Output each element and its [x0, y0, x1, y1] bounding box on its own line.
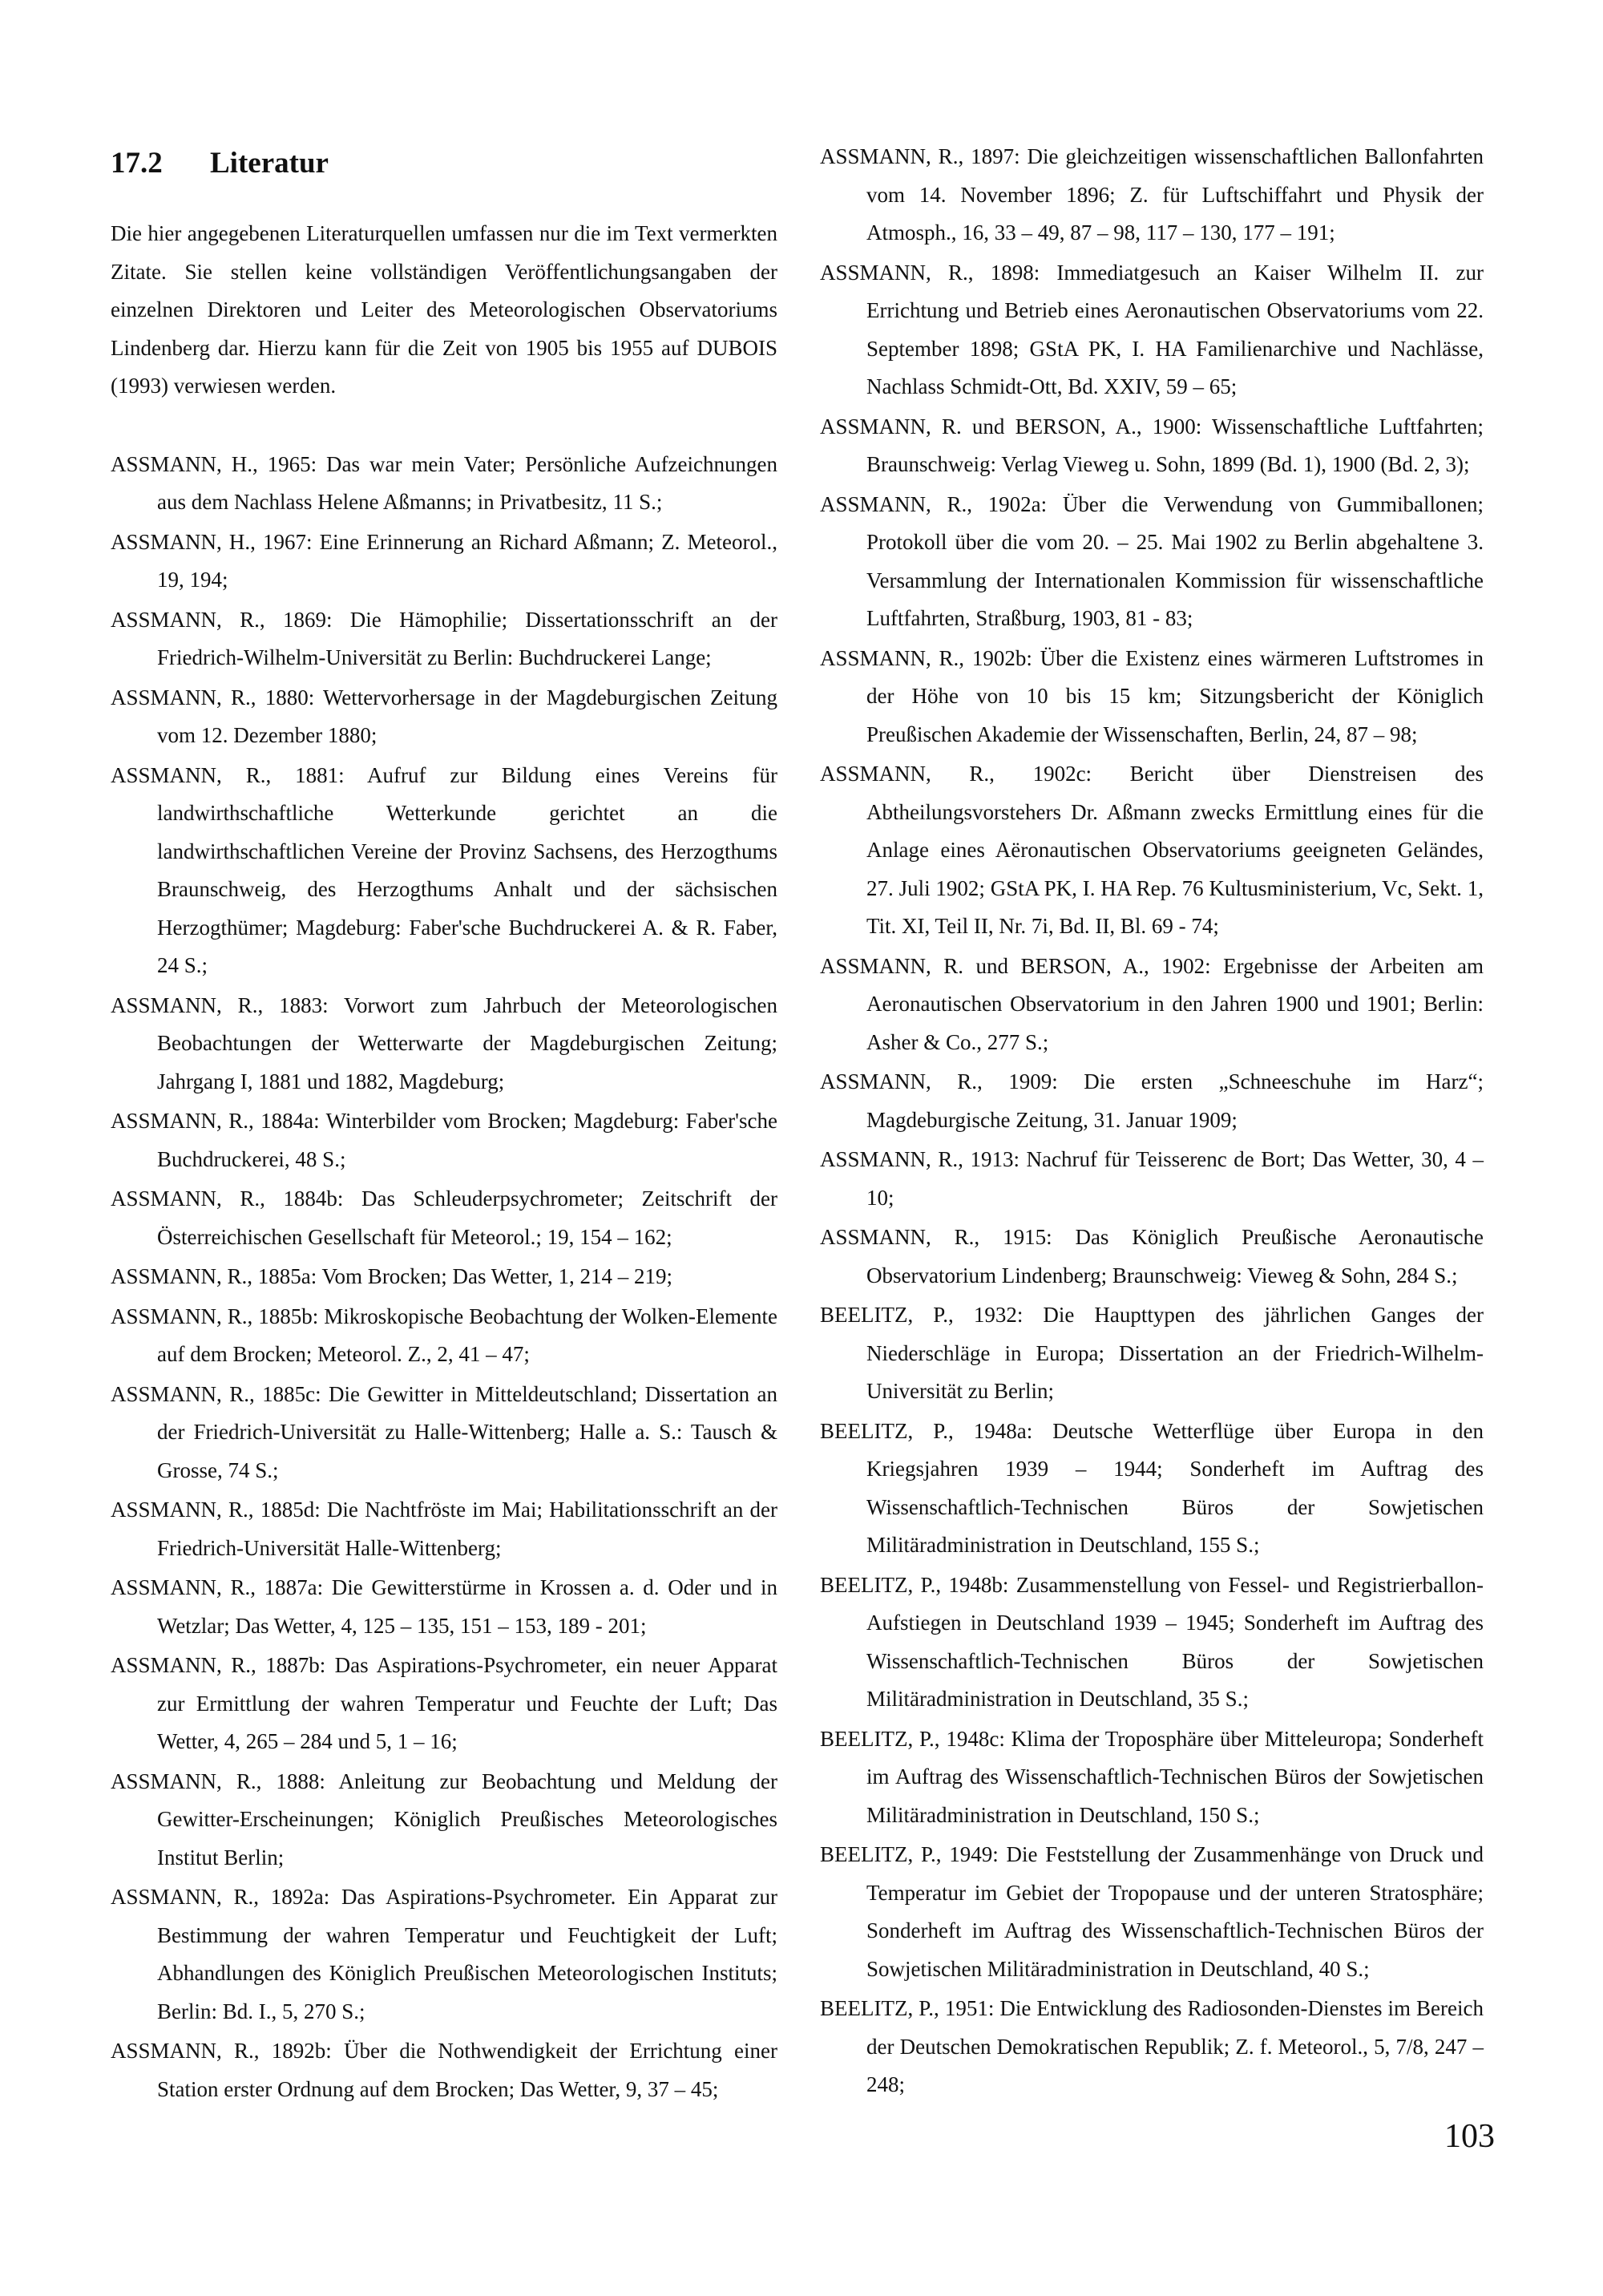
reference-entry: BEELITZ, P., 1951: Die Entwicklung des Radiosonden-Dienstes im Bereich der Deutschen Demokratischen Republik; Z. f. Meteorol., 5, 7/8, 247 – 248;	[820, 1996, 1484, 2096]
reference-entry: ASSMANN, R., 1915: Das Königlich Preußische Aeronautische Observatorium Lindenberg; Braunschweig: Vieweg & Sohn, 284 S.;	[820, 1225, 1484, 1287]
reference-entry: BEELITZ, P., 1932: Die Haupttypen des jährlichen Ganges der Niederschläge in Europa; Dissertation an der Friedrich-Wilhelm-Universität zu Berlin;	[820, 1303, 1484, 1403]
reference-entry: ASSMANN, R., 1885b: Mikroskopische Beobachtung der Wolken-Elemente auf dem Brocken; Meteorol. Z., 2, 41 – 47;	[111, 1304, 777, 1366]
reference-entry: ASSMANN, R., 1883: Vorwort zum Jahrbuch der Meteorologischen Beobachtungen der Wetterwarte der Magdeburgischen Zeitung; Jahrgang I, 1881 und 1882, Magdeburg;	[111, 992, 777, 1093]
section-heading	[111, 146, 777, 181]
reference-entry: ASSMANN, R., 1913: Nachruf für Teisserenc de Bort; Das Wetter, 30, 4 – 10;	[820, 1147, 1484, 1210]
reference-entry: ASSMANN, R., 1880: Wettervorhersage in der Magdeburgischen Zeitung vom 12. Dezember 1880;	[111, 685, 777, 747]
reference-entry: ASSMANN, R., 1884b: Das Schleuderpsychrometer; Zeitschrift der Österreichischen Gesellschaft für Meteorol.; 19, 154 – 162;	[111, 1186, 777, 1249]
reference-list-left	[111, 446, 777, 2109]
reference-entry: ASSMANN, R., 1909: Die ersten „Schneeschuhe im Harz“; Magdeburgische Zeitung, 31. Januar 1909;	[820, 1069, 1484, 1132]
reference-entry: BEELITZ, P., 1949: Die Feststellung der Zusammenhänge von Druck und Temperatur im Gebiet der Tropopause und der unteren Stratosphäre; Sonderheft im Auftrag des Wissenschaftlich-Technischen Büros der Sowjetischen Militäradministration in Deutschland, 40 S.;	[820, 1842, 1484, 1981]
intro-paragraph: Die hier angegebenen Literaturquellen umfassen nur die im Text vermerkten Zitate. Sie stellen keine vollständigen Veröffentlichungsangaben der einzelnen Direktoren und Leiter des Meteorologischen Observatoriums Lindenberg dar. Hierzu kann für die Zeit von 1905 bis 1955 auf DUBOIS (1993) verwiesen werden.	[111, 221, 777, 398]
reference-entry: ASSMANN, R. und BERSON, A., 1902: Ergebnisse der Arbeiten am Aeronautischen Observatorium in den Jahren 1900 und 1901; Berlin: Asher & Co., 277 S.;	[820, 953, 1484, 1054]
page-number: 103	[1444, 2118, 1495, 2155]
reference-entry: ASSMANN, R., 1887b: Das Aspirations-Psychrometer, ein neuer Apparat zur Ermittlung der wahren Temperatur und Feuchte der Luft; Das Wetter, 4, 265 – 284 und 5, 1 – 16;	[111, 1653, 777, 1753]
reference-entry: ASSMANN, R., 1902c: Bericht über Dienstreisen des Abtheilungsvorstehers Dr. Aßmann zwecks Ermittlung eines für die Anlage eines Aëronautischen Observatoriums geeigneten Geländes, 27. Juli 1902; GStA PK, I. HA Rep. 76 Kultusministerium, Vc, Sekt. 1, Tit. XI, Teil II, Nr. 7i, Bd. II, Bl. 69 - 74;	[820, 762, 1484, 938]
reference-entry: ASSMANN, R., 1885a: Vom Brocken; Das Wetter, 1, 214 – 219;	[111, 1264, 672, 1288]
reference-entry: ASSMANN, R., 1902b: Über die Existenz eines wärmeren Luftstromes in der Höhe von 10 bis 15 km; Sitzungsbericht der Königlich Preußischen Akademie der Wissenschaften, Berlin, 24, 87 – 98;	[820, 645, 1484, 746]
reference-entry: ASSMANN, R., 1898: Immediatgesuch an Kaiser Wilhelm II. zur Errichtung und Betrieb eines Aeronautischen Observatoriums vom 22. September 1898; GStA PK, I. HA Familienarchive und Nachlässe, Nachlass Schmidt-Ott, Bd. XXIV, 59 – 65;	[820, 260, 1484, 398]
reference-entry: ASSMANN, R. und BERSON, A., 1900: Wissenschaftliche Luftfahrten; Braunschweig: Verlag Vieweg u. Sohn, 1899 (Bd. 1), 1900 (Bd. 2, 3);	[820, 414, 1484, 476]
reference-entry: ASSMANN, R., 1892b: Über die Nothwendigkeit der Errichtung einer Station erster Ordnung auf dem Brocken; Das Wetter, 9, 37 – 45;	[111, 2039, 777, 2101]
reference-entry: ASSMANN, R., 1869: Die Hämophilie; Dissertationsschrift an der Friedrich-Wilhelm-Universität zu Berlin: Buchdruckerei Lange;	[111, 607, 777, 669]
reference-entry: ASSMANN, R., 1887a: Die Gewitterstürme in Krossen a. d. Oder und in Wetzlar; Das Wetter, 4, 125 – 135, 151 – 153, 189 - 201;	[111, 1575, 777, 1638]
reference-entry: ASSMANN, R., 1884a: Winterbilder vom Brocken; Magdeburg: Faber'sche Buchdruckerei, 48 S.;	[111, 1109, 777, 1171]
reference-list-right	[820, 138, 1484, 2104]
reference-entry: ASSMANN, R., 1892a: Das Aspirations-Psychrometer. Ein Apparat zur Bestimmung der wahren Temperatur und Feuchtigkeit der Luft; Abhandlungen des Königlich Preußischen Meteorologischen Instituts; Berlin: Bd. I., 5, 270 S.;	[111, 1885, 777, 2023]
section-number: 17.2	[111, 147, 163, 180]
left-column	[111, 136, 777, 2110]
reference-entry: ASSMANN, H., 1967: Eine Erinnerung an Richard Aßmann; Z. Meteorol., 19, 194;	[111, 529, 777, 592]
reference-entry: ASSMANN, R., 1897: Die gleichzeitigen wissenschaftlichen Ballonfahrten vom 14. November 1896; Z. für Luftschiffahrt und Physik der Atmosph., 16, 33 – 49, 87 – 98, 117 – 130, 177 – 191;	[820, 144, 1484, 245]
reference-entry: ASSMANN, R., 1881: Aufruf zur Bildung eines Vereins für landwirthschaftliche Wetterkunde gerichtet an die landwirthschaftlichen Vereine der Provinz Sachsens, des Herzogthums Braunschweig, des Herzogthums Anhalt und der sächsischen Herzogthümer; Magdeburg: Faber'sche Buchdruckerei A. & R. Faber, 24 S.;	[111, 762, 777, 977]
right-column	[820, 138, 1484, 2106]
reference-entry: BEELITZ, P., 1948c: Klima der Troposphäre über Mitteleuropa; Sonderheft im Auftrag des Wissenschaftlich-Technischen Büros der Sowjetischen Militäradministration in Deutschland, 150 S.;	[820, 1726, 1484, 1827]
reference-entry: BEELITZ, P., 1948b: Zusammenstellung von Fessel- und Registrierballon-Aufstiegen in Deutschland 1939 – 1945; Sonderheft im Auftrag des Wissenschaftlich-Technischen Büros der Sowjetischen Militäradministration in Deutschland, 35 S.;	[820, 1572, 1484, 1711]
reference-entry: ASSMANN, R., 1885d: Die Nachtfröste im Mai; Habilitationsschrift an der Friedrich-Universität Halle-Wittenberg;	[111, 1498, 777, 1560]
reference-entry: ASSMANN, R., 1902a: Über die Verwendung von Gummiballonen; Protokoll über die vom 20. – 25. Mai 1902 zu Berlin abgehaltene 3. Versammlung der Internationalen Kommission für wissenschaftliche Luftfahrten, Straßburg, 1903, 81 - 83;	[820, 491, 1484, 630]
reference-entry: BEELITZ, P., 1948a: Deutsche Wetterflüge über Europa in den Kriegsjahren 1939 – 1944; Sonderheft im Auftrag des Wissenschaftlich-Technischen Büros der Sowjetischen Militäradministration in Deutschland, 155 S.;	[820, 1418, 1484, 1557]
section-title: Literatur	[210, 147, 329, 180]
reference-entry: ASSMANN, H., 1965: Das war mein Vater; Persönliche Aufzeichnungen aus dem Nachlass Helene Aßmanns; in Privatbesitz, 11 S.;	[111, 451, 777, 514]
reference-entry: ASSMANN, R., 1888: Anleitung zur Beobachtung und Meldung der Gewitter-Erscheinungen; Königlich Preußisches Meteorologisches Institut Berlin;	[111, 1768, 777, 1870]
reference-entry: ASSMANN, R., 1885c: Die Gewitter in Mitteldeutschland; Dissertation an der Friedrich-Universität zu Halle-Wittenberg; Halle a. S.: Tausch & Grosse, 74 S.;	[111, 1381, 777, 1482]
